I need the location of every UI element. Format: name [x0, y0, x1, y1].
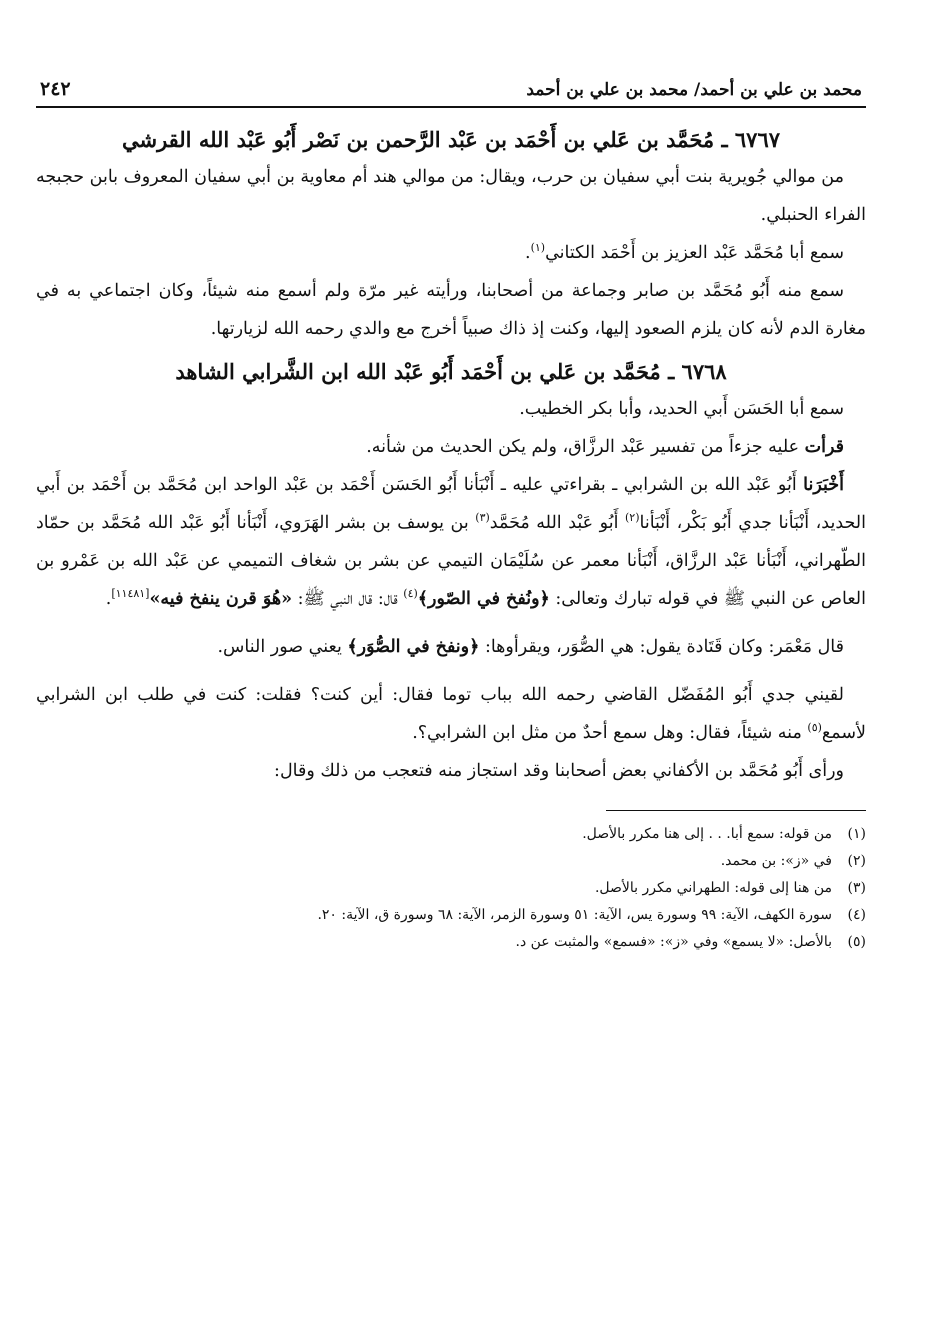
- paragraph-text-b: منه شيئاً، فقال: وهل سمع أحدٌ من مثل ابن الشرابي؟.: [412, 723, 808, 743]
- paragraph-text-b: أَبُو عَبْد الله مُحَمَّد: [489, 513, 625, 533]
- hadith-quote: «هُوَ قرن ينفخ فيه»: [149, 589, 293, 609]
- paragraph-text-c: بن يوسف بن بشر الهَرَوي، أَنْبَأنا أَبُو عَبْد الله مُحَمَّد بن حمّاد الطّهراني، أَنْبَأنا عَبْد الرزَّاق، أَنْبَأنا معمر عن سُلَيْمَان التيمي عن بشر بن شغاف التميمي عن عَبْد الله بن عَمْرو بن العاص عن النبي ﷺ في قوله تبارك وتعالى:: [36, 513, 866, 609]
- paragraph-lead: أَخْبَرَنا: [803, 475, 844, 495]
- entry-6768-paragraph-6: ورأى أَبُو مُحَمَّد بن الأكفاني بعض أصحابنا وقد استجاز منه فتعجب من ذلك وقال:: [274, 761, 844, 781]
- footnote-number: (٢): [847, 853, 866, 869]
- paragraph-text-b: يعني صور الناس.: [217, 637, 348, 657]
- paragraph-text: سمع أبا مُحَمَّد عَبْد العزيز بن أَحْمَد الكتاني: [545, 243, 844, 263]
- footnote-2: [36, 848, 866, 875]
- footnote-ref-3[interactable]: (٣): [475, 511, 490, 525]
- footnote-ref-4[interactable]: (٤): [403, 587, 418, 601]
- footnote-ref-2[interactable]: (٢): [624, 511, 640, 525]
- footnote-text: من قوله: سمع أبا. . . إلى هنا مكرر بالأصل.: [582, 826, 832, 842]
- entry-6768-paragraph-5: [36, 676, 866, 752]
- page-number: ٢٤٢: [40, 78, 71, 100]
- footnote-ref-5[interactable]: (٥): [807, 721, 822, 735]
- footnote-number: (٤): [847, 907, 866, 923]
- paragraph-end: .: [105, 589, 112, 609]
- paragraph-text-a: لقيني جدي أَبُو المُفَضّل القاضي رحمه الله بباب توما فقال: أين كنت؟ فقلت: كنت في طلب ابن الشرابي لأسمع: [36, 685, 866, 743]
- footnote-divider: [606, 810, 866, 811]
- footnote-text: في «ز»: بن محمد.: [720, 853, 832, 869]
- footnote-3: [36, 875, 866, 902]
- footnote-text: بالأصل: «لا يسمع» وفي «ز»: «فسمع» والمثبت عن د.: [515, 934, 832, 950]
- entry-6768-paragraph-4: [36, 628, 866, 666]
- page: [36, 66, 866, 956]
- footnotes: [36, 821, 866, 956]
- paragraph-text-a: قال مَعْمَر: وكان قَتَادة يقول: هي الصُّوَر، ويقرأوها:: [479, 637, 844, 657]
- paragraph-text-a: أَبُو عَبْد الله بن الشرابي ـ بقراءتي عليه ـ أَنْبَأنا أَبُو الحَسَن أَحْمَد بن عَبْد الواحد ابن مُحَمَّد بن أَحْمَد بن أَبي الحديد، أَنْبَأنا جدي أَبُو بَكْر، أَنْبَأنا: [36, 475, 866, 533]
- paragraph-text: عليه جزءاً من تفسير عَبْد الرزَّاق، ولم يكن الحديث من شأنه.: [366, 437, 805, 457]
- entry-6768-paragraph-3: [36, 466, 866, 618]
- entry-title-6768: ٦٧٦٨ ـ مُحَمَّد بن عَلي بن أَحْمَد أَبُو عَبْد الله ابن الشَّرابي الشاهد: [175, 359, 727, 384]
- paragraph-end: .: [525, 243, 531, 263]
- entry-6767-paragraph-1: من موالي جُويرية بنت أبي سفيان بن حرب، ويقال: من موالي هند أم معاوية بن أبي سفيان المعروف بابن حجبجه الفراء الحنبلي.: [36, 167, 866, 225]
- entry-title-6767: ٦٧٦٧ ـ مُحَمَّد بن عَلي بن أَحْمَد بن عَبْد الرَّحمن بن نَصْر أَبُو عَبْد الله القرشي: [121, 127, 781, 152]
- paragraph-text-d: قال: قال النبي ﷺ:: [292, 589, 404, 609]
- running-header: [36, 66, 866, 108]
- footnote-ref-1[interactable]: (١): [530, 241, 546, 255]
- footnote-number: (١): [847, 826, 866, 842]
- paragraph-lead: قرأت: [804, 437, 844, 457]
- hadith-reference: [١١٤٨١]: [111, 587, 150, 601]
- footnote-number: (٥): [847, 934, 866, 950]
- footnote-text: من هنا إلى قوله: الطهراني مكرر بالأصل.: [594, 880, 832, 896]
- footnote-1: [36, 821, 866, 848]
- quran-quote: ﴿ونُفخ في الصّور﴾: [417, 589, 550, 609]
- entry-6768-paragraph-1: سمع أبا الحَسَن أَبي الحديد، وأبا بكر الخطيب.: [519, 399, 844, 419]
- footnote-4: [36, 902, 866, 929]
- footnote-5: [36, 929, 866, 956]
- quran-quote: ﴿ونفخ في الصُّوَر﴾: [347, 637, 480, 657]
- running-title: محمد بن علي بن أحمد/ محمد بن علي بن أحمد: [526, 80, 862, 100]
- footnote-number: (٣): [847, 880, 866, 896]
- entry-6767-paragraph-3: سمع منه أَبُو مُحَمَّد بن صابر وجماعة من أصحابنا، ورأيته غير مرّة ولم أسمع منه شيئاً، وكان اجتماعي به في مغارة الدم لأنه كان يلزم الصعود إليها، وكنت إذ ذاك صبياً أخرج مع والدي رحمه الله لزيارتها.: [36, 281, 866, 339]
- entry-6767-paragraph-2: [36, 234, 866, 272]
- entry-6768-paragraph-2: [36, 428, 866, 466]
- footnote-text: سورة الكهف، الآية: ٩٩ وسورة يس، الآية: ٥١ وسورة الزمر، الآية: ٦٨ وسورة ق، الآية: ٢٠.: [317, 907, 832, 923]
